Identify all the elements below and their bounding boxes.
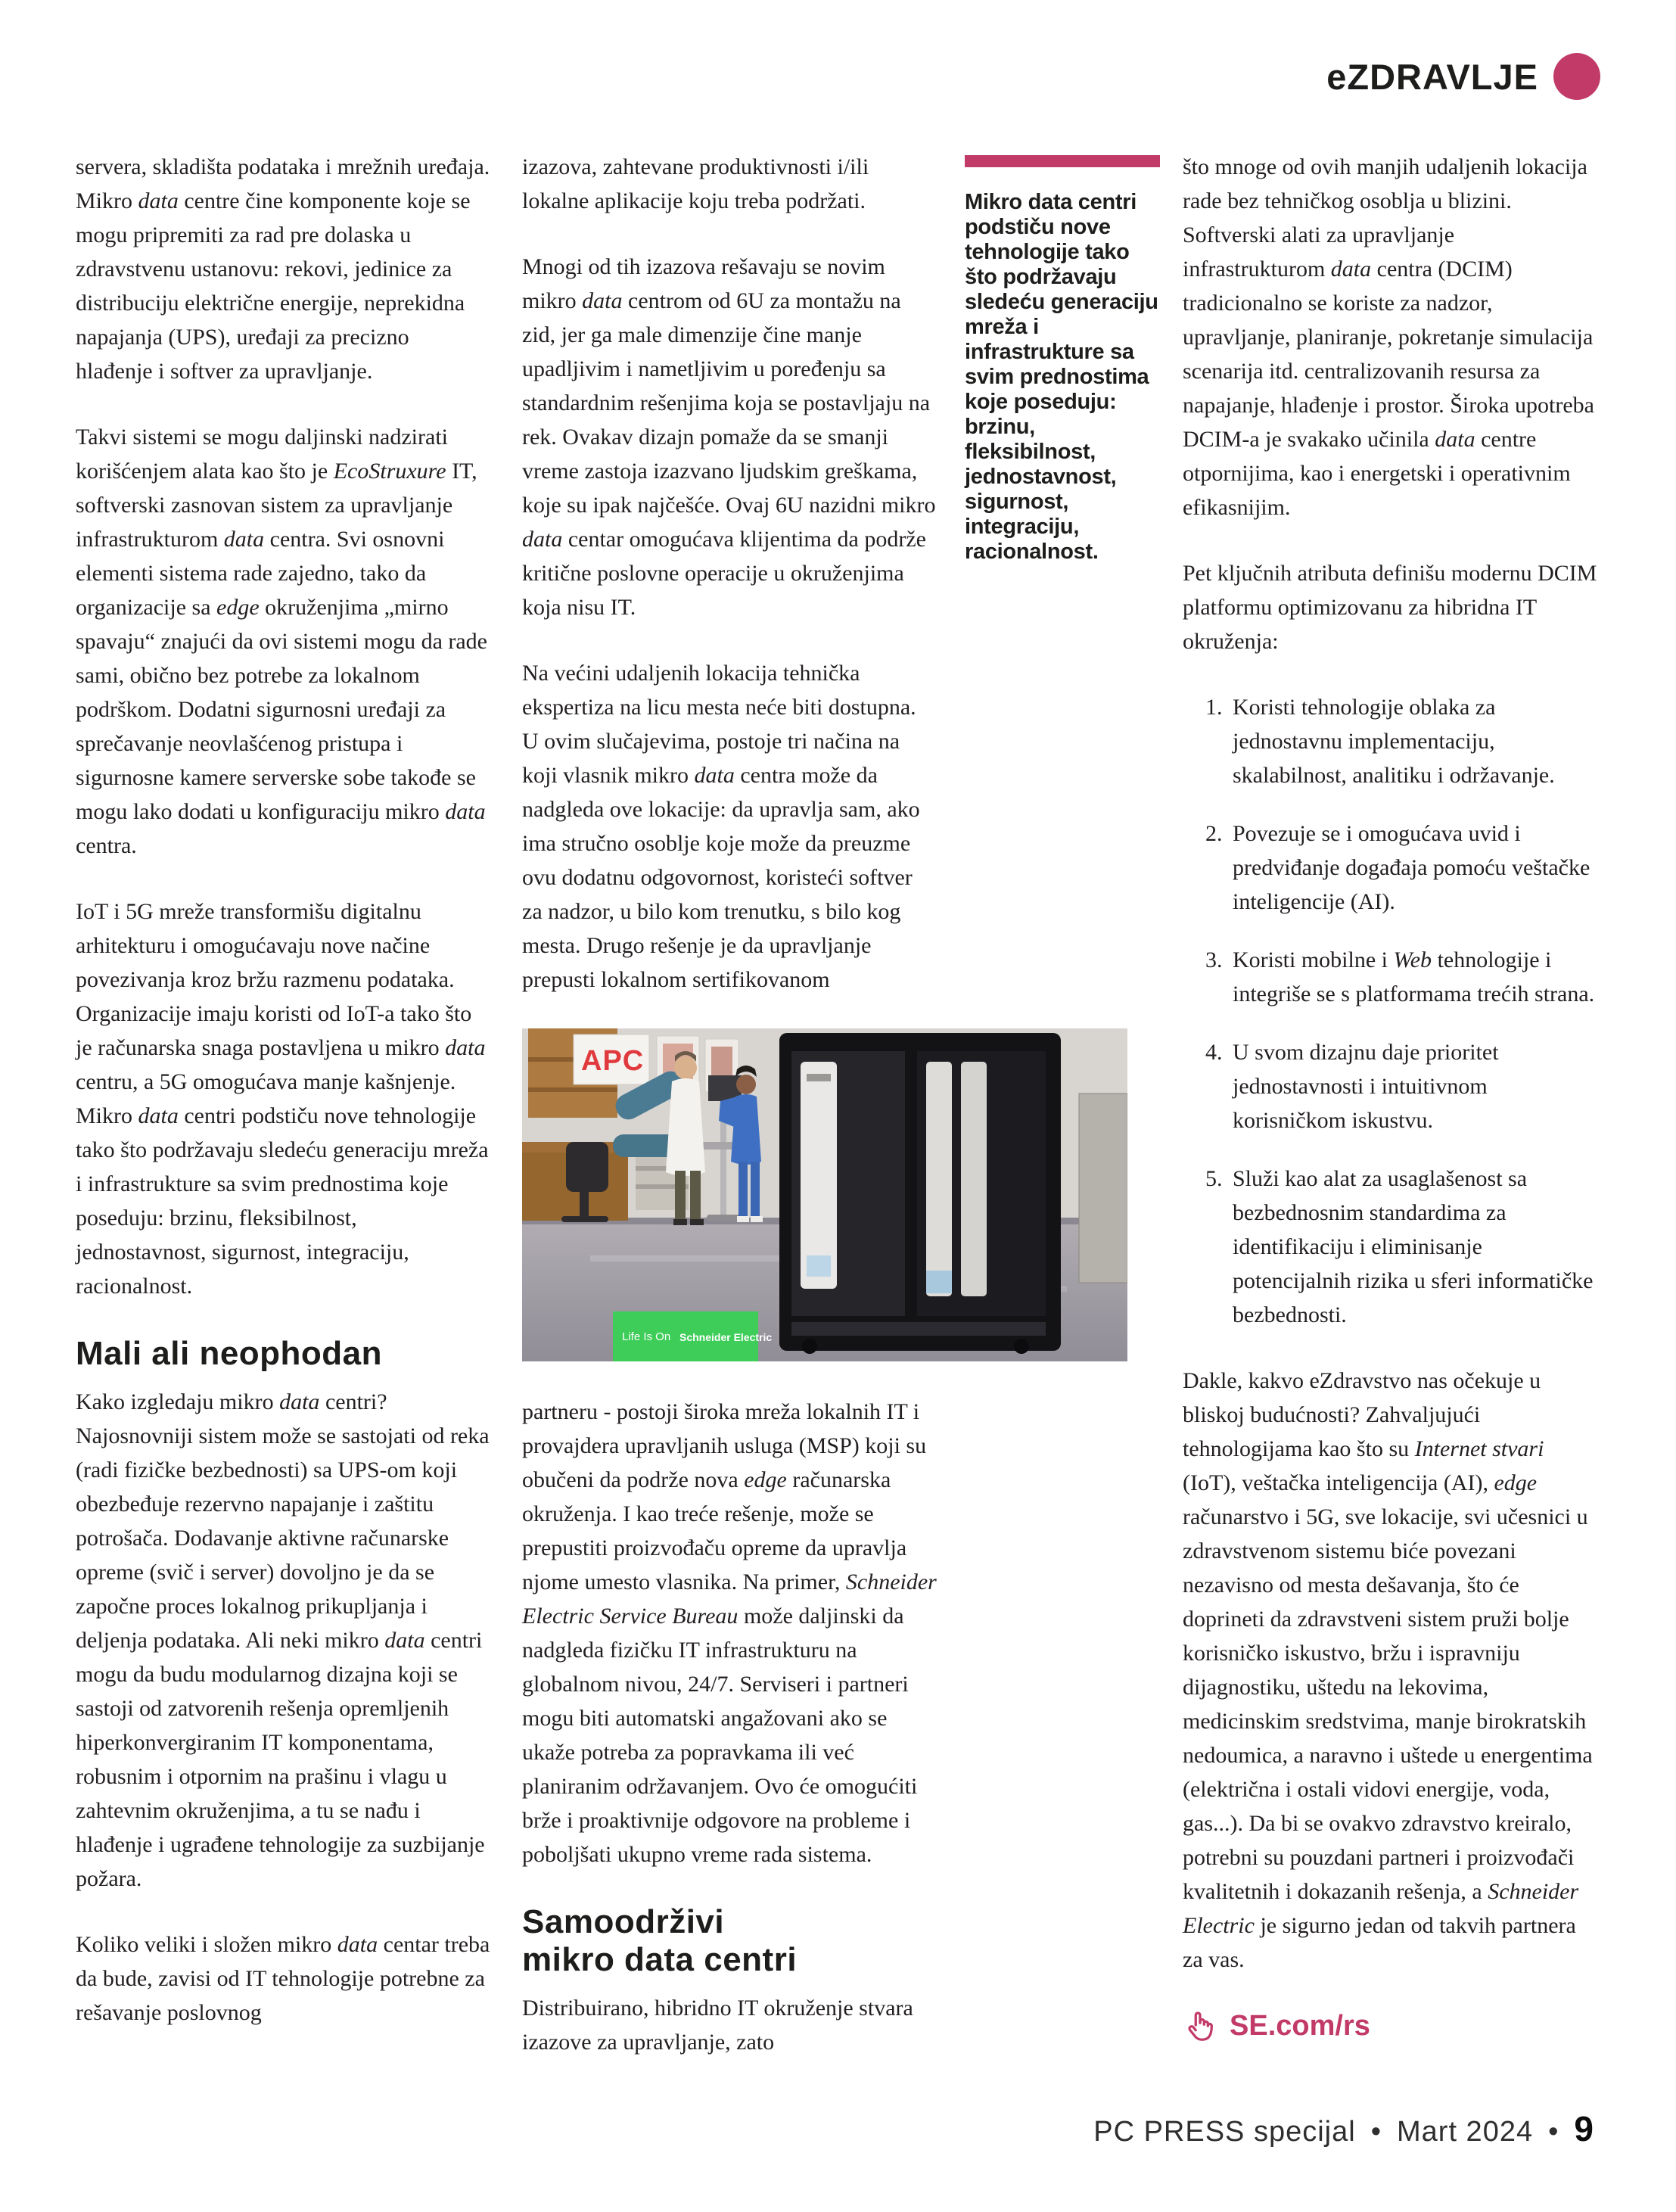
paragraph: Kako izgledaju mikro data centri? Najosnovniji sistem može se sastojati od reka (radi fizičke bezbednosti) sa UPS-om koji obezbeđuje rezervno napajanje i zaštitu potrošača. Dodavanje aktivne računarske opreme (svič i server) dovoljno je da se započne proces lokalnog prikupljanja i deljenja podataka. Ali neki mikro data centri mogu da budu modularnog dizajna koji se sastoji od zatvorenih rešenja opremljenih hiperkonvergiranim IT komponentama, robusnim i otpornim na prašinu i vlagu u zahtevnim okruženjima, a tu se nađu i hlađenje i ugrađene tehnologije za suzbijanje požara. [76, 1389, 490, 1891]
apc-logo-text: APC [581, 1045, 645, 1077]
paragraph: Distribuirano, hibridno IT okruženje stvara izazove za upravljanje, zato [522, 1996, 913, 2055]
pull-quote [965, 155, 1160, 565]
footer-magazine: PC PRESS specijal [1093, 2116, 1356, 2148]
paragraph: Koliko veliki i složen mikro data centar treba da bude, zavisi od IT tehnologije potrebne za rešavanje poslovnog [76, 1932, 490, 2025]
paragraph: partneru - postoji široka mreža lokalnih IT i provajdera upravljanih usluga (MSP) koji su obučeni da podrže nova edge računarska okruženja. I kao treće rešenje, može se prepustiti proizvođaču opreme da upravlja njome umesto vlasnika. Na primer, Schneider Electric Service Bureau može daljinski da nadgleda fizičku IT infrastrukturu na globalnom nivou, 24/7. Serviseri i partneri mogu biti automatski angažovani ako se ukaže potreba za popravkama ili već planiranim održavanjem. Ovo će omogućiti brže i proaktivnije odgovore na probleme i poboljšati ukupno vreme rada sistema. [522, 1399, 937, 1867]
column-2 [522, 150, 937, 2091]
paragraph: što mnoge od ovih manjih udaljenih lokacija rade bez tehničkog osoblja u blizini. Softverski alati za upravljanje infrastrukturom data centra (DCIM) tradicionalno se koriste za nadzor, upravljanje, planiranje, pokretanje simulacija scenarija itd. centralizovanih resursa za napajanje, hlađenje i prostor. Široka upotreba DCIM-a je svakako učinila data centre otpornijima, kao i energetski i operativnim efikasnijim. [1183, 154, 1594, 520]
list-item: 1. Koristi tehnologije oblaka za jednostavnu implementaciju, skalabilnost, analitiku i održavanje. [1228, 690, 1597, 792]
section-title: eZDRAVLJE [1326, 56, 1538, 97]
page-header [1326, 53, 1600, 100]
se-com-link[interactable] [1183, 2008, 1370, 2043]
paragraph: izazova, zahtevane produktivnosti i/ili lokalne aplikacije koju treba podržati. [522, 154, 869, 213]
dcim-attribute-list [1183, 690, 1597, 1332]
list-item: 3. Koristi mobilne i Web tehnologije i integriše se s platformama trećih strana. [1228, 943, 1597, 1011]
se-com-link-label: SE.com/rs [1230, 2009, 1370, 2042]
footer-bullet: • [1370, 2116, 1382, 2148]
list-item: 5. Služi kao alat za usaglašenost sa bezbednosnim standardima za identifikaciju i eliminisanje potencijalnih rizika u sferi informatičke bezbednosti. [1228, 1162, 1597, 1332]
footer-bullet: • [1548, 2116, 1559, 2148]
paragraph: Mnogi od tih izazova rešavaju se novim mikro data centrom od 6U za montažu na zid, jer ga male dimenzije čine manje upadljivim i nametljivim u poređenju sa standardnim rešenjima koja se postavljaju na rek. Ovakav dizajn pomaže da se smanji vreme zastoja izazvano ljudskim greškama, koje su ipak najčešće. Ovaj 6U nazidni mikro data centar omogućava klijentima da podrže kritične poslovne operacije u okruženjima koja nisu IT. [522, 254, 936, 620]
life-is-on-text: Life Is On [622, 1330, 671, 1343]
server-rack [779, 1033, 1061, 1354]
paragraph: Takvi sistemi se mogu daljinski nadzirati korišćenjem alata kao što je EcoStruxure IT, softverski zasnovan sistem za upravljanje infrastrukturom data centra. Svi osnovni elementi sistema rade zajedno, tako da organizacije sa edge okruženjima „mirno spavaju“ znajući da ovi sistemi mogu da rade sami, obično bez potrebe za lokalnom podrškom. Dodatni sigurnosni uređaji za sprečavanje neovlašćenog pristupa i sigurnosne kamere serverske sobe takođe se mogu lako dodati u konfiguraciju mikro data centra. [76, 425, 487, 858]
footer-issue: Mart 2024 [1397, 2116, 1534, 2148]
office-chair [566, 1142, 608, 1192]
article-photo [522, 1028, 1127, 1361]
paragraph: Dakle, kakvo eZdravstvo nas očekuje u bliskoj budućnosti? Zahvaljujući tehnologijama kao što su Internet stvari (IoT), veštačka inteligencija (AI), edge računarstvo i 5G, sve lokacije, svi učesnici u zdravstvenom sistemu biće povezani nezavisno od mesta dešavanja, što će doprineti da zdravstveni sistem pruži bolje korisničko iskustvo, bržu i ispravniju dijagnostiku, uštedu na lekovima, medicinskim sredstvima, manje birokratskih nedoumica, a naravno i uštede u energentima (električna i ostali vidovi energije, voda, gas...). Da bi se ovakvo zdravstvo kreiralo, potrebni su pouzdani partneri i proizvođači kvalitetnih i dokazanih rešenja, a Schneider Electric je sigurno jedan od takvih partnera za vas. [1183, 1368, 1593, 1972]
list-item: 4. U svom dizajnu daje prioritet jednostavnosti i intuitivnom korisničkom iskustvu. [1228, 1035, 1597, 1137]
section-heading: Samoodrživi mikro data centri [522, 1903, 798, 1978]
page-footer [1093, 2108, 1594, 2149]
pull-quote-bar [965, 155, 1160, 167]
schneider-logo-badge [613, 1311, 772, 1361]
paragraph: IoT i 5G mreže transformišu digitalnu arhitekturu i omogućavaju nove načine povezivanja kroz bržu razmenu podataka. Organizacije imaju koristi od IoT-a tako što je računarska snaga postavljena u mikro data centru, a 5G omogućava manje kašnjenje. Mikro data centri podstiču nove tehnologije tako što podržavaju sledeću generaciju mreža i infrastrukture sa svim prednostima koje poseduju: brzinu, fleksibilnost, jednostavnost, sigurnost, integraciju, racionalnost. [76, 899, 489, 1299]
pull-quote-text: Mikro data centri podstiču nove tehnologije tako što podržavaju sledeću generaciju mreža i infrastrukture sa svim prednostima koje poseduju: brzinu, fleksibilnost, jednostavnost, sigurnost, integraciju, racionalnost. [965, 190, 1158, 564]
paragraph: servera, skladišta podataka i mrežnih uređaja. Mikro data centre čine komponente koje se mogu pripremiti za rad pre dolaska u zdravstvenu ustanovu: rekovi, jedinice za distribuciju električne energije, neprekidna napajanja (UPS), uređaji za precizno hlađenje i softver za upravljanje. [76, 154, 490, 384]
list-item: 2. Povezuje se i omogućava uvid i predviđanje događaja pomoću veštačke inteligencije (AI). [1228, 817, 1597, 919]
page-number: 9 [1574, 2109, 1594, 2148]
column-3 [1183, 150, 1597, 2043]
section-heading: Mali ali neophodan [76, 1335, 383, 1372]
schneider-electric-text: Schneider Electric [679, 1331, 773, 1343]
door [1079, 1094, 1127, 1283]
hand-pointer-icon [1183, 2008, 1217, 2043]
accent-dot-icon [1553, 53, 1600, 100]
column-1 [76, 150, 490, 2061]
paragraph: Na većini udaljenih lokacija tehnička ekspertiza na licu mesta neće biti dostupna. U ovim slučajevima, postoje tri načina na koji vlasnik mikro data centra može da nadgleda ove lokacije: da upravlja sam, ako ima stručno osoblje koje može da preuzme ovu dodatnu odgovornost, koristeći softver za nadzor, u bilo kom trenutku, s bilo kog mesta. Drugo rešenje je da upravljanje prepusti lokalnom sertifikovanom [522, 661, 920, 992]
paragraph: Pet ključnih atributa definišu modernu DCIM platformu optimizovanu za hibridna IT okruženja: [1183, 561, 1597, 654]
